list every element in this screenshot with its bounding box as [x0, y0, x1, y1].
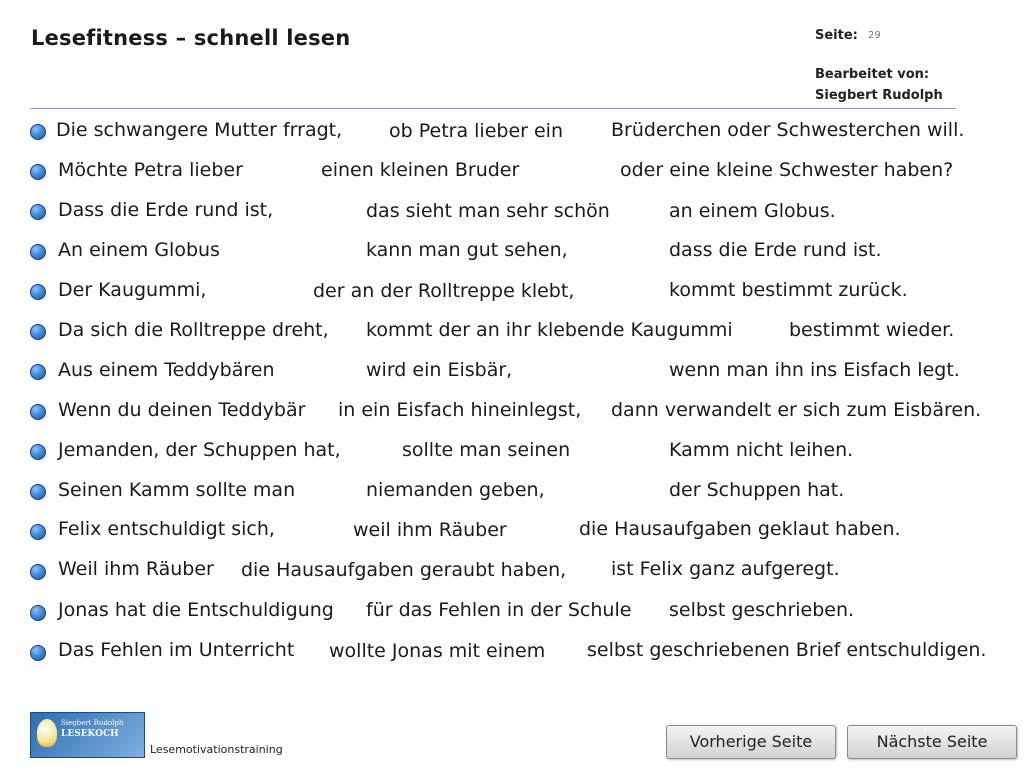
- sentence-part-2: niemanden geben,: [366, 479, 545, 501]
- sentence-part-1: Dass die Erde rund ist,: [58, 199, 274, 221]
- bullet-icon: [30, 124, 46, 140]
- sentence-part-1: Felix entschuldigt sich,: [58, 518, 275, 540]
- sentence-part-2: sollte man seinen: [402, 439, 571, 461]
- sentence-part-3: ist Felix ganz aufgeregt.: [611, 558, 840, 580]
- sentence-part-2: ob Petra lieber ein: [389, 120, 563, 142]
- sentence-part-3: der Schuppen hat.: [669, 479, 845, 501]
- sentence-part-1: Der Kaugummi,: [58, 279, 207, 301]
- bullet-icon: [30, 645, 46, 661]
- page-number: 29: [868, 30, 881, 41]
- page-label: Seite:: [815, 28, 858, 43]
- author-name: Siegbert Rudolph: [815, 88, 943, 103]
- sentence-part-1: An einem Globus: [58, 239, 220, 261]
- sentence-part-2: die Hausaufgaben geraubt haben,: [241, 559, 567, 581]
- bullet-icon: [30, 564, 46, 580]
- sentence-part-3: selbst geschrieben.: [669, 599, 855, 621]
- sentence-part-1: Möchte Petra lieber: [58, 159, 243, 181]
- lightbulb-icon: [37, 719, 57, 747]
- sentence-part-3: Brüderchen oder Schwesterchen will.: [611, 119, 965, 141]
- sentence-part-3: die Hausaufgaben geklaut haben.: [579, 518, 901, 540]
- bullet-icon: [30, 284, 46, 300]
- bullet-icon: [30, 404, 46, 420]
- sentence-part-2: wollte Jonas mit einem: [329, 640, 546, 662]
- sentence-part-2: das sieht man sehr schön: [366, 200, 610, 222]
- bullet-icon: [30, 364, 46, 380]
- bullet-icon: [30, 164, 46, 180]
- sentence-part-1: Aus einem Teddybären: [58, 359, 275, 381]
- sentence-part-1: Die schwangere Mutter frragt,: [56, 119, 343, 141]
- sentence-part-1: Jemanden, der Schuppen hat,: [58, 439, 341, 461]
- bullet-icon: [30, 204, 46, 220]
- page-title: Lesefitness – schnell lesen: [31, 26, 351, 50]
- next-page-button[interactable]: Nächste Seite: [847, 725, 1017, 759]
- logo-brand: LESEKOCH: [61, 729, 119, 739]
- sentence-part-2: für das Fehlen in der Schule: [366, 599, 632, 621]
- sentence-part-3: wenn man ihn ins Eisfach legt.: [669, 359, 960, 381]
- bullet-icon: [30, 484, 46, 500]
- edited-by-label: Bearbeitet von:: [815, 67, 930, 82]
- sentence-part-3: selbst geschriebenen Brief entschuldigen.: [587, 639, 987, 661]
- sentence-part-1: Jonas hat die Entschuldigung: [58, 599, 334, 621]
- bullet-icon: [30, 324, 46, 340]
- sentence-part-3: kommt bestimmt zurück.: [669, 279, 908, 301]
- sentence-part-2: kann man gut sehen,: [366, 239, 568, 261]
- header-divider: [30, 108, 956, 109]
- program-name: Lesemotivationstraining: [150, 743, 283, 756]
- sentence-part-1: Da sich die Rolltreppe dreht,: [58, 319, 329, 341]
- logo-author: Siegbert Rudolph: [61, 719, 124, 727]
- bullet-icon: [30, 244, 46, 260]
- sentence-part-3: Kamm nicht leihen.: [669, 439, 854, 461]
- bullet-icon: [30, 524, 46, 540]
- sentence-part-2: weil ihm Räuber: [353, 519, 507, 541]
- previous-page-button[interactable]: Vorherige Seite: [666, 725, 836, 759]
- sentence-part-1: Das Fehlen im Unterricht: [58, 639, 295, 661]
- sentence-part-3: an einem Globus.: [669, 200, 836, 222]
- sentence-part-1: Seinen Kamm sollte man: [58, 479, 296, 501]
- sentence-part-2: einen kleinen Bruder: [321, 159, 520, 181]
- sentence-part-1: Weil ihm Räuber: [58, 558, 214, 580]
- sentence-part-3: bestimmt wieder.: [789, 319, 955, 341]
- bullet-icon: [30, 605, 46, 621]
- sentence-part-2: kommt der an ihr klebende Kaugummi: [366, 319, 733, 341]
- sentence-part-2: in ein Eisfach hineinlegst,: [338, 399, 582, 421]
- sentence-part-1: Wenn du deinen Teddybär: [58, 399, 306, 421]
- bullet-icon: [30, 444, 46, 460]
- sentence-part-2: der an der Rolltreppe klebt,: [313, 280, 575, 302]
- leseskoch-logo: [30, 712, 145, 758]
- sentence-part-2: wird ein Eisbär,: [366, 359, 513, 381]
- sentence-part-3: dann verwandelt er sich zum Eisbären.: [611, 399, 982, 421]
- sentence-part-3: oder eine kleine Schwester haben?: [620, 159, 954, 181]
- sentence-part-3: dass die Erde rund ist.: [669, 239, 882, 261]
